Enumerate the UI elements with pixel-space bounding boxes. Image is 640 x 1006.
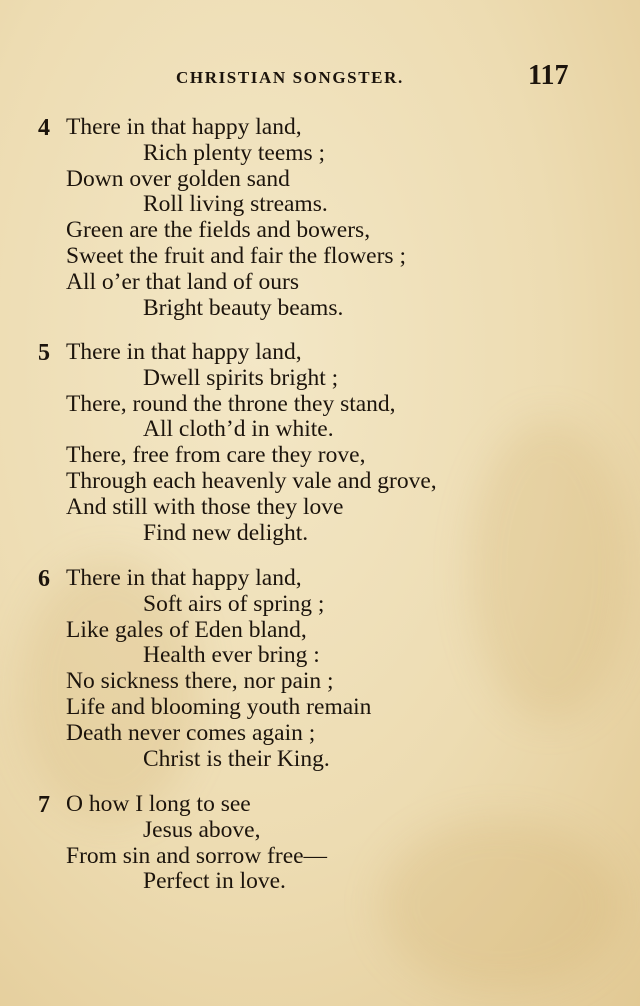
verse-7 (38, 792, 618, 895)
verse-number: 4 (38, 115, 50, 141)
verse-line: There in that happy land, (66, 114, 302, 140)
verse-4 (38, 115, 618, 321)
verse-line: There, round the throne they stand, (66, 390, 396, 417)
running-title: CHRISTIAN SONGSTER. (176, 68, 404, 87)
verse-line: No sickness there, nor pain ; (66, 668, 334, 695)
verse-number: 6 (38, 566, 50, 592)
verse-line: Soft airs of spring ; (143, 590, 325, 617)
verse-5 (38, 340, 618, 546)
verse-line: Perfect in love. (143, 868, 286, 895)
verse-line: Bright beauty beams. (143, 294, 344, 321)
verse-line: Jesus above, (143, 816, 261, 843)
verse-line: And still with those they love (66, 493, 344, 520)
verse-line: Green are the fields and bowers, (66, 217, 371, 244)
verse-number: 5 (38, 340, 50, 366)
verse-line: Sweet the fruit and fair the flowers ; (66, 242, 406, 269)
verse-line: Down over golden sand (66, 165, 290, 192)
verse-line: Roll living streams. (143, 191, 328, 218)
verse-line: Through each heavenly vale and grove, (66, 467, 437, 494)
verse-line: Find new delight. (143, 519, 309, 546)
verse-line: Death never comes again ; (66, 719, 316, 746)
verse-line: Rich plenty teems ; (143, 139, 326, 166)
verse-line: Dwell spirits bright ; (143, 364, 339, 391)
verse-line: There in that happy land, (66, 339, 302, 365)
verse-line: All o’er that land of ours (66, 268, 299, 295)
verse-line: O how I long to see (66, 791, 251, 817)
verse-line: Life and blooming youth remain (66, 693, 372, 720)
verse-line: There, free from care they rove, (66, 442, 366, 469)
verse-line: There in that happy land, (66, 565, 302, 591)
verse-line: Health ever bring : (143, 642, 320, 669)
page-number: 117 (528, 60, 569, 91)
verse-number: 7 (38, 792, 50, 818)
verse-line: From sin and sorrow free— (66, 842, 328, 869)
verse-line: Christ is their King. (143, 745, 330, 772)
verse-6 (38, 566, 618, 772)
verse-line: All cloth’d in white. (143, 416, 334, 443)
verse-line: Like gales of Eden bland, (66, 616, 307, 643)
page-header (0, 62, 640, 96)
